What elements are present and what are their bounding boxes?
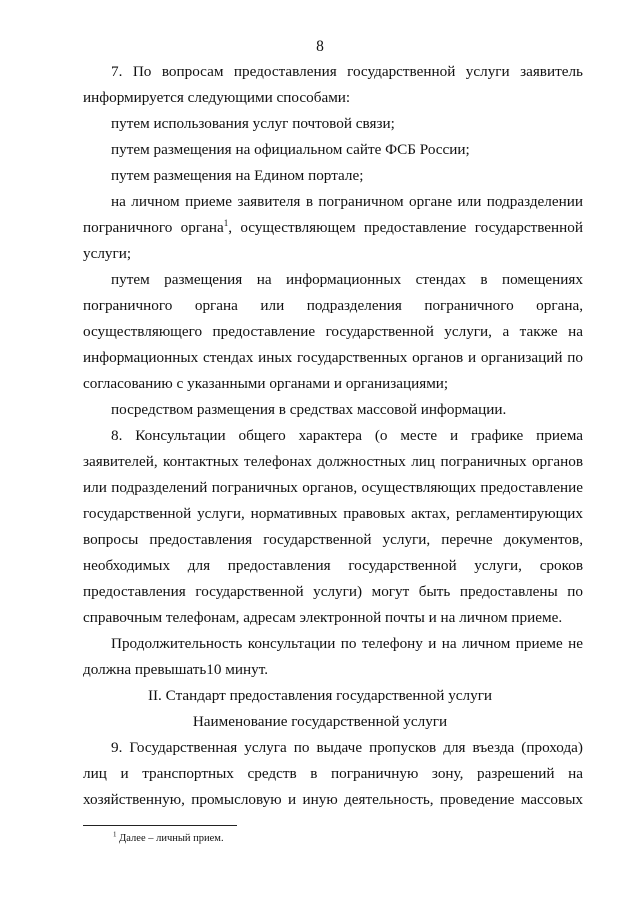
list-item-stands-line-1: путем размещения на информационных стендах в помещениях — [111, 271, 583, 288]
text-segment: , осуществляющем предоставление государственной — [228, 219, 583, 236]
footnote-reference: 1 — [223, 217, 229, 228]
paragraph-8-line-1: 8. Консультации общего характера (о месте и графике приема — [111, 427, 583, 444]
footnote-marker: 1 — [113, 830, 117, 839]
footnote-separator — [83, 825, 237, 826]
paragraph-8-line-6: необходимых для предоставления государственной услуги, сроков — [83, 557, 583, 574]
list-item-postal: путем использования услуг почтовой связи; — [111, 115, 395, 132]
text-segment: пограничного органа — [83, 219, 224, 236]
paragraph-8-line-4: государственной услуги, нормативных правовых актах, регламентирующих — [83, 505, 583, 522]
paragraph-8-line-2: заявителей, контактных телефонах должностных лиц пограничных органов — [83, 453, 583, 470]
list-item-stands-line-5: согласованию с указанными органами и организациями; — [83, 375, 449, 392]
subsection-heading: Наименование государственной услуги — [192, 713, 448, 730]
paragraph-8-line-5: вопросы предоставления государственной услуги, перечне документов, — [83, 531, 583, 548]
paragraph-9-line-2: лиц и транспортных средств в пограничную зону, разрешений на — [83, 765, 583, 782]
paragraph-7-line-2: информируется следующими способами: — [83, 89, 351, 106]
list-item-unified-portal: путем размещения на Едином портале; — [111, 167, 364, 184]
paragraph-duration-line-1: Продолжительность консультации по телефону и на личном приеме не — [111, 635, 583, 652]
paragraph-8-line-7: предоставления государственной услуги) могут быть предоставлены по — [83, 583, 583, 600]
paragraph-9-line-1: 9. Государственная услуга по выдаче пропусков для въезда (прохода) — [111, 739, 583, 756]
list-item-stands-line-4: информационных стендах иных государственных органов и организаций по — [83, 349, 583, 366]
list-item-stands-line-3: осуществляющего предоставление государственной услуги, а также на — [83, 323, 583, 340]
list-item-fsb-site: путем размещения на официальном сайте ФСБ России; — [111, 141, 470, 158]
list-item-personal-reception-line-1: на личном приеме заявителя в пограничном органе или подразделении — [111, 193, 583, 210]
paragraph-duration-line-2: должна превышать10 минут. — [83, 661, 269, 678]
page-number: 8 — [316, 38, 324, 55]
list-item-mass-media: посредством размещения в средствах массовой информации. — [111, 401, 507, 418]
footnote — [113, 830, 224, 844]
footnote-text: Далее – личный прием. — [116, 833, 224, 844]
paragraph-7-line-1: 7. По вопросам предоставления государственной услуги заявитель — [111, 63, 583, 80]
paragraph-9-line-3: хозяйственную, промысловую и иную деятельность, проведение массовых — [83, 791, 583, 808]
list-item-personal-reception-line-2 — [83, 219, 583, 237]
section-heading: II. Стандарт предоставления государственной услуги — [147, 687, 493, 704]
paragraph-8-line-3: или подразделений пограничных органов, осуществляющих предоставление — [83, 479, 583, 496]
paragraph-8-line-8: справочным телефонам, адресам электронной почты и на личном приеме. — [83, 609, 563, 626]
list-item-personal-reception-line-3: услуги; — [83, 245, 132, 262]
list-item-stands-line-2: пограничного органа или подразделения пограничного органа, — [83, 297, 583, 314]
